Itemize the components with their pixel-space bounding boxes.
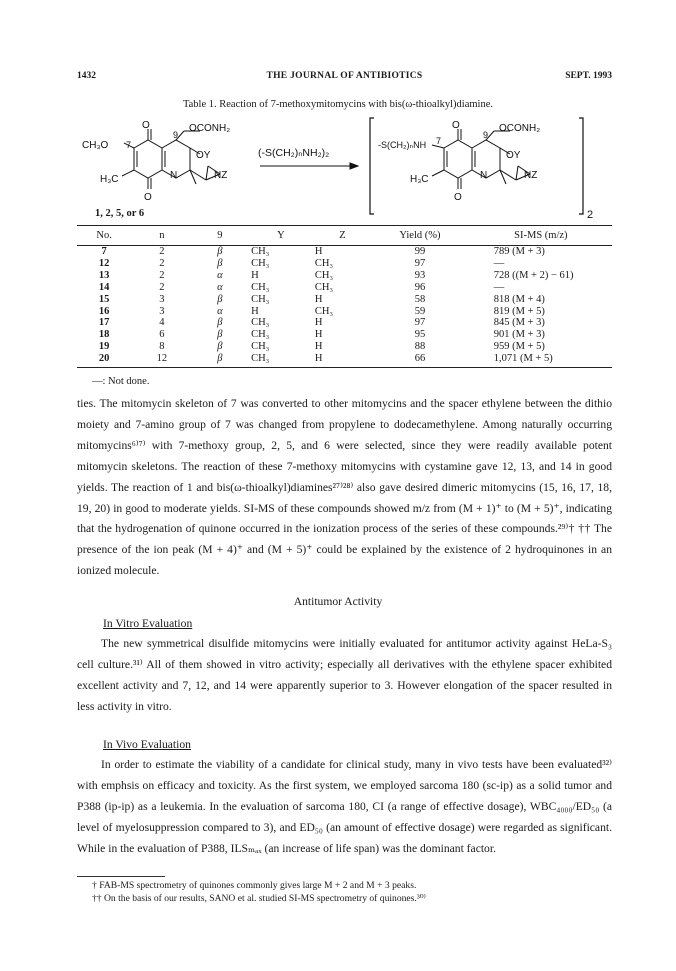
cell-y: CH₃	[251, 246, 270, 257]
cell-no: 18	[98, 329, 110, 341]
product-h3c-label: H₃C	[410, 174, 429, 185]
cell-y: H	[251, 269, 259, 281]
cell-9: β	[217, 246, 223, 257]
cell-n: 8	[159, 341, 165, 353]
cell-no: 12	[98, 257, 110, 269]
cell-si-ms: 818 (M + 4)	[493, 293, 545, 305]
cell-y: CH₃	[251, 317, 270, 329]
cell-z: H	[314, 341, 323, 353]
cell-n: 3	[159, 293, 165, 305]
footnote-1: † FAB-MS spectrometry of quinones commonly gives large M + 2 and M + 3 peaks.	[92, 880, 417, 891]
col-header-y: Y	[247, 226, 315, 246]
cell-z: H	[315, 353, 370, 367]
cell-yield: 88	[414, 341, 426, 353]
table-row	[77, 306, 612, 318]
table-note: —: Not done.	[92, 376, 150, 387]
cell-no: 14	[98, 281, 110, 293]
reagent-label: (-S(CH₂)ₙNH₂)₂	[258, 147, 330, 159]
col-header-9: 9	[193, 226, 248, 246]
cell-yield: 97	[414, 317, 426, 329]
paragraph-in-vitro: The new symmetrical disulfide mitomycins were initially evaluated for antitumor activity against HeLa-S₃ cell culture.³¹⁾ All of them showed in vitro activity; especially all derivatives with the ethylene spacer exhibited excellent activity and 7, 12, and 14 were apparently superior to 3. However elongation of the spacer resulted in less activity in vitro.	[77, 637, 612, 713]
cell-z: H	[314, 246, 323, 257]
paragraph-dimeric-synthesis: ties. The mitomycin skeleton of 7 was converted to other mitomycins and the spacer ethylene between the dithio moiety and 7-amino group of 7 was changed from propylene to dodecamethylene. Among naturally occurring mitomycins⁶⁾⁷⁾ with 7-methoxy group, 2, 5, and 6 were selected, since they were readily available potent mitomycin skeletons. The reaction of these 7-methoxy mitomycins with cystamine gave 12, 13, and 14 in good yields. The reaction of 1 and bis(ω-thioalkyl)diamines²⁷⁾²⁸⁾ also gave desired dimeric mitomycins (15, 16, 17, 18, 19, 20) in good to moderate yields. SI-MS of these compounds showed m/z from (M + 1)⁺ to (M + 5)⁺, indicating that the hydrogenation of quinone occurred in the ionization process of the series of these compounds.²⁹⁾† †† The presence of the ion peak (M + 4)⁺ and (M + 5)⁺ could be explained by the existence of 2 hydroquinones in an ionized molecule.	[77, 397, 612, 578]
cell-yield: 97	[414, 257, 426, 269]
cell-no: 13	[98, 269, 110, 281]
cell-yield: 93	[414, 269, 426, 281]
cell-si-ms: 959 (M + 5)	[493, 341, 545, 353]
product-mitomycin-labels	[378, 120, 540, 203]
cell-9: α	[217, 269, 223, 281]
cell-9: α	[217, 305, 223, 317]
cell-y: CH₃	[251, 341, 270, 353]
cell-yield: 58	[414, 293, 426, 305]
cell-9: β	[193, 353, 248, 367]
page-number: 1432	[77, 71, 96, 81]
cell-y: CH₃	[251, 329, 270, 341]
table-row	[77, 270, 612, 282]
table-row	[77, 329, 612, 341]
footnote-2: †† On the basis of our results, SANO et al. studied SI-MS spectrometry of quinones.³⁰⁾	[92, 893, 426, 904]
cell-9: α	[217, 281, 223, 293]
table-body	[77, 246, 612, 368]
cell-9: β	[217, 257, 223, 269]
cell-no: 19	[98, 341, 110, 353]
results-table	[77, 225, 612, 368]
product-carbonyl-o-top: O	[452, 120, 460, 131]
product-position-9: 9	[483, 130, 489, 140]
col-header-n: n	[131, 226, 192, 246]
product-carbonyl-o-bottom: O	[454, 192, 462, 203]
cell-9: β	[217, 293, 223, 305]
oy-label: OY	[196, 150, 211, 161]
cell-si-ms: —	[493, 257, 505, 269]
ch3o-label: CH₃O	[82, 140, 109, 151]
paragraph-in-vivo: In order to estimate the viability of a candidate for clinical study, many in vivo tests have been evaluated³²⁾ with emphsis on efficacy and toxicity. As the first system, we employed sarcoma 180 (sc-ip) as a solid tumor and P388 (ip-ip) as a leukemia. In the evaluation of sarcoma 180, CI (a range of effective dosage), WBC₄₀₀₀/ED₅₀ (a level of myelosuppression compared to 3), and ED₅₀ (an amount of effective dosage) were regarded as significant. While in the evaluation of P388, ILSₘₐₓ (an increase of life span) was the dominant factor.	[77, 758, 612, 855]
cell-si-ms: 819 (M + 5)	[493, 305, 545, 317]
cell-yield: 99	[414, 246, 426, 257]
table-row	[77, 317, 612, 329]
carbonyl-o-top: O	[142, 120, 150, 131]
cell-no: 16	[98, 305, 110, 317]
cell-9: β	[217, 317, 223, 329]
starting-mitomycin-labels	[82, 120, 230, 203]
table-row	[77, 246, 612, 258]
cell-y: CH₃	[251, 257, 270, 269]
ring-n-label: N	[170, 170, 178, 181]
subheading-in-vivo: In Vivo Evaluation	[103, 738, 191, 751]
cell-z: H	[314, 293, 323, 305]
cell-n: 2	[159, 246, 165, 257]
cell-n: 2	[159, 269, 165, 281]
table-caption: Table 1. Reaction of 7-methoxymitomycins with bis(ω-thioalkyl)diamine.	[182, 99, 494, 110]
cell-si-ms: —	[493, 281, 505, 293]
position-7-label: 7	[126, 140, 132, 150]
cell-no: 20	[77, 353, 131, 367]
table-row	[77, 294, 612, 306]
issue-date: SEPT. 1993	[565, 71, 612, 81]
product-oy-label: OY	[506, 150, 521, 161]
cell-z: CH₃	[314, 257, 334, 269]
cell-no: 15	[98, 293, 110, 305]
journal-title: THE JOURNAL OF ANTIBIOTICS	[266, 71, 423, 81]
cell-n: 12	[131, 353, 192, 367]
cell-z: H	[314, 317, 323, 329]
carbonyl-o-bottom: O	[144, 192, 152, 203]
section-heading: Antitumor Activity	[293, 595, 383, 608]
cell-9: β	[217, 329, 223, 341]
product-brackets	[370, 118, 583, 214]
cell-yield: 95	[414, 329, 426, 341]
oconh2-label: OCONH₂	[189, 123, 231, 134]
reaction-scheme	[82, 114, 622, 226]
cell-yield: 66	[370, 353, 470, 367]
cell-y: CH₃	[251, 293, 270, 305]
cell-n: 6	[159, 329, 165, 341]
cell-z: H	[314, 329, 323, 341]
col-header-si-ms: SI-MS (m/z)	[470, 226, 612, 246]
cell-no: 17	[98, 317, 110, 329]
cell-y: H	[251, 305, 259, 317]
col-header-no: No.	[77, 226, 131, 246]
product-nz-label: NZ	[524, 170, 538, 181]
col-header-z: Z	[315, 226, 370, 246]
footnote-rule	[77, 876, 165, 877]
product-ring-n: N	[480, 170, 488, 181]
nz-label: NZ	[214, 170, 228, 181]
cell-n: 2	[159, 281, 165, 293]
cell-n: 2	[159, 257, 165, 269]
cell-yield: 59	[414, 305, 426, 317]
thioalkylamino-label: -S(CH₂)ₙNH	[378, 140, 427, 150]
table-row	[77, 282, 612, 294]
cell-si-ms: 845 (M + 3)	[493, 317, 545, 329]
cell-yield: 96	[414, 281, 426, 293]
product-position-7: 7	[436, 136, 442, 146]
col-header-yield: Yield (%)	[370, 226, 470, 246]
cell-y: CH₃	[247, 353, 315, 367]
table-header-row	[77, 226, 612, 246]
cell-si-ms: 901 (M + 3)	[493, 329, 545, 341]
position-9-label: 9	[173, 130, 179, 140]
reaction-arrow	[260, 163, 358, 169]
cell-z: CH₃	[314, 269, 334, 281]
cell-y: CH₃	[251, 281, 270, 293]
starting-materials-label: 1, 2, 5, or 6	[95, 208, 145, 219]
subheading-in-vitro: In Vitro Evaluation	[103, 617, 193, 630]
cell-si-ms: 789 (M + 3)	[493, 246, 545, 257]
cell-si-ms: 1,071 (M + 5)	[470, 353, 612, 367]
cell-z: CH₃	[314, 305, 334, 317]
cell-n: 4	[159, 317, 165, 329]
table-row	[77, 353, 612, 367]
table-row	[77, 341, 612, 353]
cell-9: β	[217, 341, 223, 353]
h3c-label: H₃C	[100, 174, 119, 185]
product-oconh2-label: OCONH₂	[499, 123, 541, 134]
cell-no: 7	[101, 246, 107, 257]
cell-z: CH₃	[314, 281, 334, 293]
table-row	[77, 258, 612, 270]
cell-si-ms: 728 ((M + 2) − 61)	[493, 269, 574, 281]
cell-n: 3	[159, 305, 165, 317]
running-header	[77, 71, 612, 85]
dimer-subscript: 2	[587, 209, 594, 221]
